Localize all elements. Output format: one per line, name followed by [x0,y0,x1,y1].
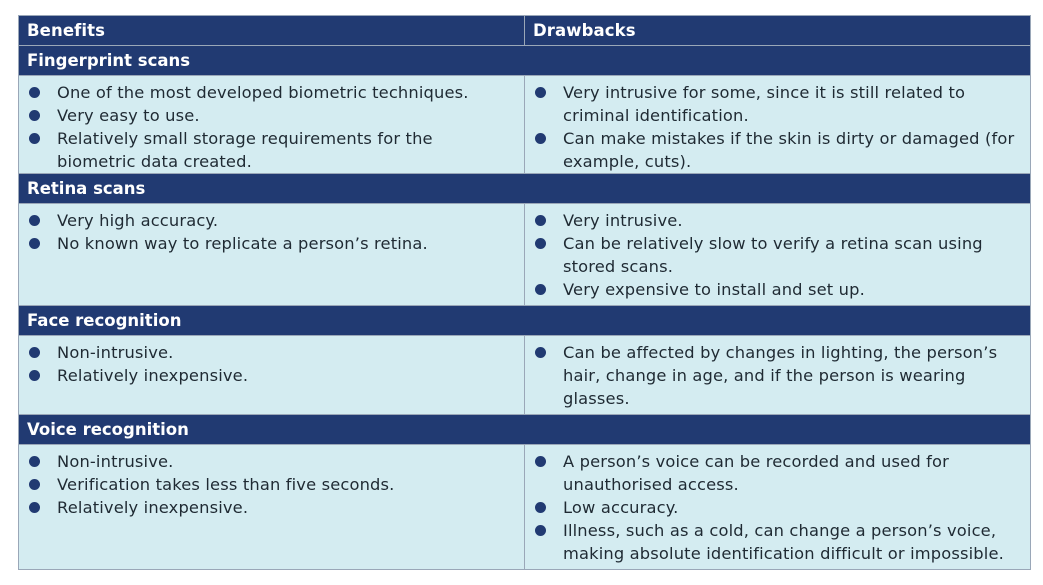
list-item [531,232,1020,278]
section-row-voice [19,415,1031,445]
list-item-text: Relatively inexpensive. [57,366,249,385]
list-item-text: Very high accuracy. [57,211,219,230]
bullet-icon [535,284,546,295]
bullet-icon [29,87,40,98]
list-item-text: Can make mistakes if the skin is dirty or damaged (for example, cuts). [563,129,1015,171]
bullet-icon [29,215,40,226]
list-item-text: Very easy to use. [57,106,200,125]
bullet-icon [29,456,40,467]
benefits-cell [19,336,525,415]
list-item-text: No known way to replicate a person’s retina. [57,234,428,253]
bullet-icon [29,502,40,513]
section-row-retina [19,174,1031,204]
list-item [531,81,1020,127]
drawbacks-list [525,445,1030,565]
bullet-icon [535,502,546,513]
list-item [531,278,1020,301]
list-item-text: Non-intrusive. [57,343,174,362]
content-row-retina [19,204,1031,306]
list-item-text: Low accuracy. [563,498,679,517]
list-item [25,232,514,255]
list-item [531,127,1020,173]
benefits-list [19,204,524,255]
list-item [25,341,514,364]
section-row-fingerprint [19,46,1031,76]
list-item [531,519,1020,565]
bullet-icon [29,238,40,249]
benefits-cell [19,76,525,174]
bullet-icon [535,347,546,358]
list-item-text: Very intrusive for some, since it is still related to criminal identification. [563,83,966,125]
bullet-icon [29,347,40,358]
drawbacks-cell [525,204,1031,306]
bullet-icon [535,238,546,249]
list-item-text: Illness, such as a cold, can change a person’s voice, making absolute identification difficult or impossible. [563,521,1004,563]
benefits-header: Benefits [19,16,525,46]
list-item [25,127,514,173]
section-title: Fingerprint scans [19,46,1031,76]
bullet-icon [535,215,546,226]
content-row-face [19,336,1031,415]
list-item-text: Very expensive to install and set up. [563,280,865,299]
list-item-text: Verification takes less than five seconds. [57,475,395,494]
drawbacks-cell [525,76,1031,174]
list-item [25,81,514,104]
drawbacks-header: Drawbacks [525,16,1031,46]
list-item [25,209,514,232]
drawbacks-list [525,204,1030,301]
section-title: Retina scans [19,174,1031,204]
bullet-icon [29,479,40,490]
section-row-face [19,306,1031,336]
benefits-list [19,336,524,387]
bullet-icon [535,133,546,144]
list-item-text: One of the most developed biometric techniques. [57,83,469,102]
list-item-text: Can be relatively slow to verify a retina scan using stored scans. [563,234,983,276]
drawbacks-list [525,76,1030,173]
list-item [25,104,514,127]
benefits-list [19,76,524,173]
list-item-text: Can be affected by changes in lighting, the person’s hair, change in age, and if the person is wearing glasses. [563,343,998,408]
list-item-text: Non-intrusive. [57,452,174,471]
list-item [25,450,514,473]
content-row-voice [19,445,1031,570]
list-item [531,496,1020,519]
list-item [25,364,514,387]
bullet-icon [29,110,40,121]
bullet-icon [29,133,40,144]
list-item [25,473,514,496]
list-item-text: A person’s voice can be recorded and used for unauthorised access. [563,452,949,494]
bullet-icon [535,87,546,98]
benefits-list [19,445,524,519]
bullet-icon [535,456,546,467]
biometrics-comparison-table [18,15,1031,570]
content-row-fingerprint [19,76,1031,174]
drawbacks-cell [525,336,1031,415]
list-item [531,209,1020,232]
list-item [531,341,1020,410]
biometrics-comparison-table-wrap [18,15,1030,570]
list-item-text: Relatively small storage requirements for the biometric data created. [57,129,433,171]
drawbacks-list [525,336,1030,410]
bullet-icon [535,525,546,536]
list-item-text: Relatively inexpensive. [57,498,249,517]
benefits-cell [19,204,525,306]
drawbacks-cell [525,445,1031,570]
header-row [19,16,1031,46]
benefits-cell [19,445,525,570]
list-item [25,496,514,519]
section-title: Face recognition [19,306,1031,336]
section-title: Voice recognition [19,415,1031,445]
bullet-icon [29,370,40,381]
list-item-text: Very intrusive. [563,211,683,230]
list-item [531,450,1020,496]
